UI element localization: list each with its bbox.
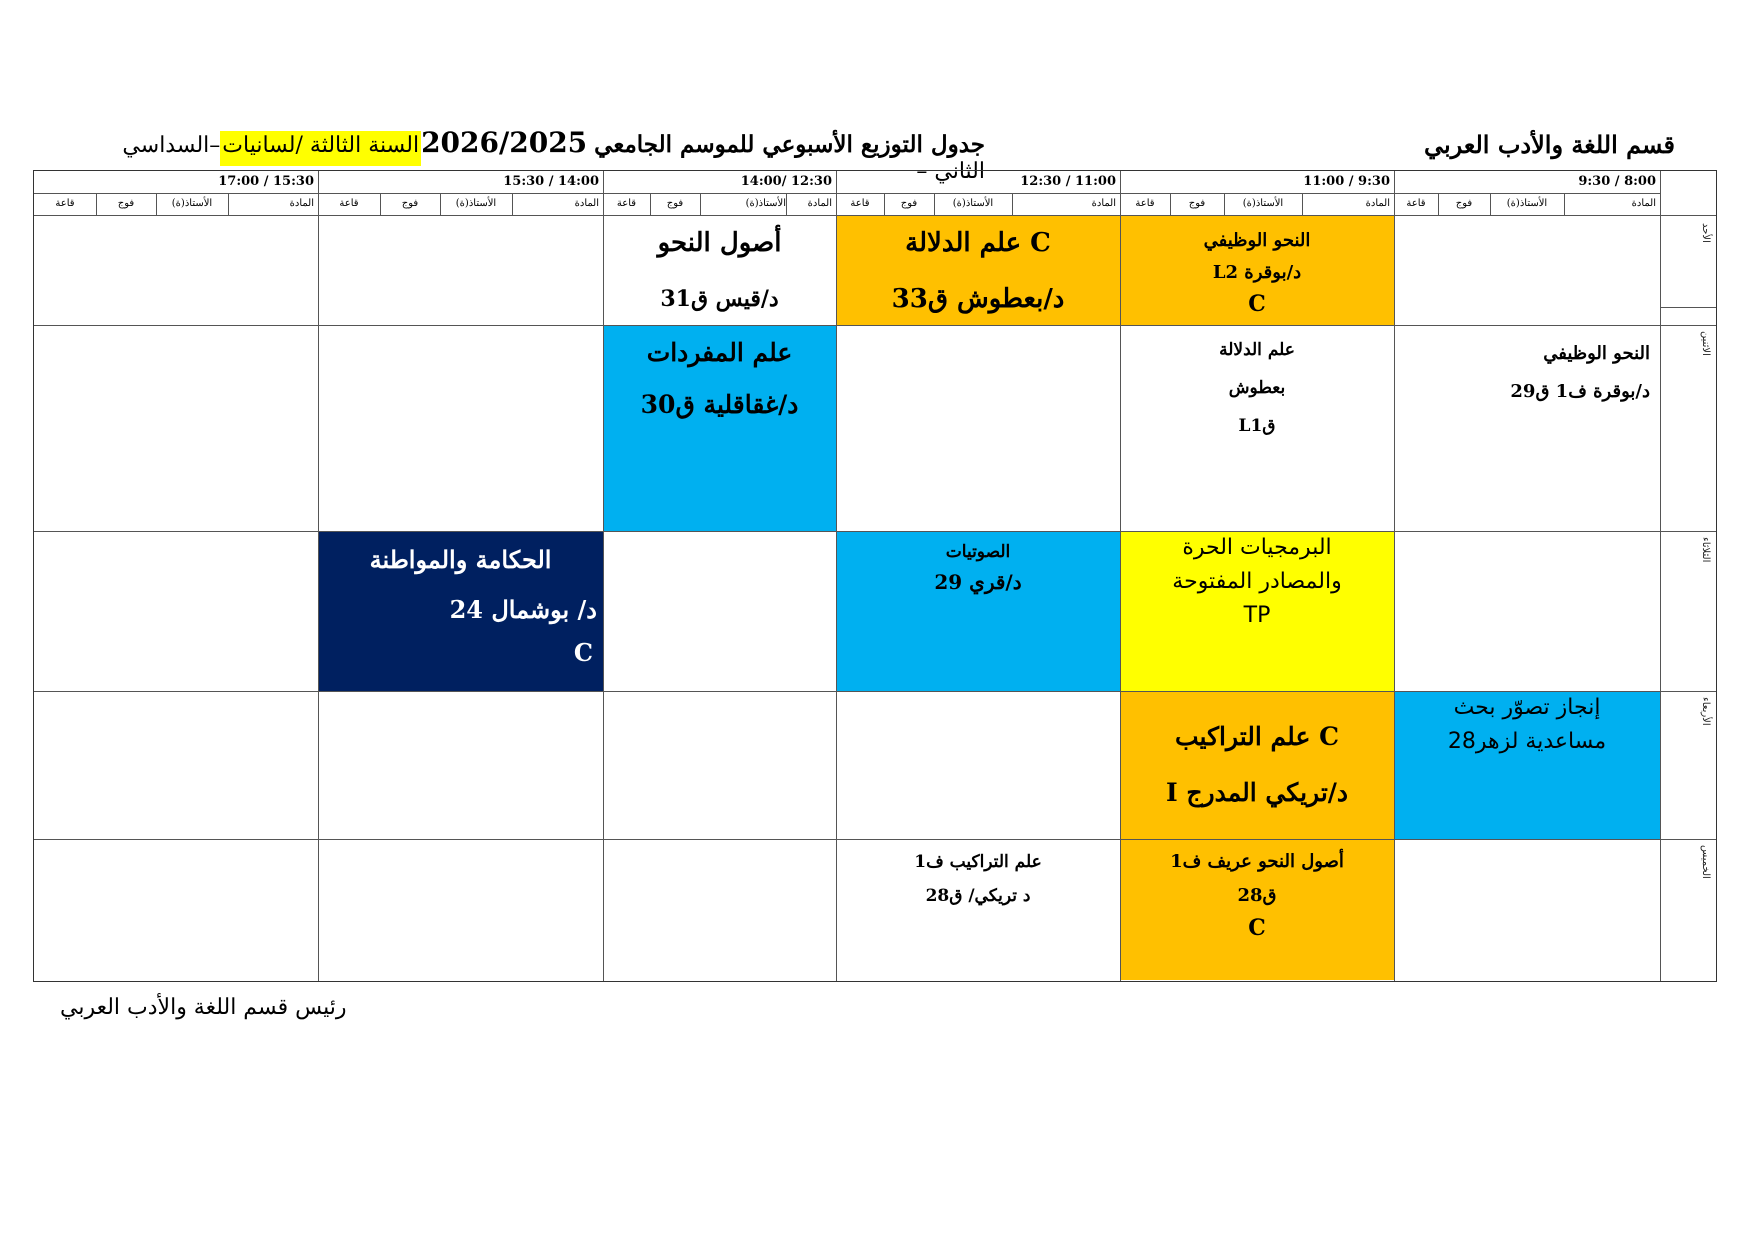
group: C (1248, 915, 1266, 941)
subhead-room: قاعة (55, 198, 75, 209)
time-slot-4: 14:00/ 12:30 (740, 174, 832, 189)
subject: الحكامة والمواطنة (369, 545, 552, 574)
subject: إنجاز تصوّر بحث (1453, 695, 1601, 720)
class-thu-1230 (836, 839, 1120, 980)
subject: C علم التراكيب (1175, 722, 1339, 751)
time-slot-6: 17:00 / 15:30 (218, 174, 314, 189)
room: قL1 (1238, 416, 1276, 436)
subhead-subject: المادة (574, 198, 599, 209)
teacher: د/بعطوش ق33 (891, 284, 1065, 314)
room: ق28 (1237, 885, 1277, 906)
teacher: د/بوقرة L2 (1212, 262, 1302, 283)
class-tue-1100 (1120, 531, 1394, 691)
department-title: قسم اللغة والأدب العربي (1423, 130, 1675, 159)
day-tuesday: الثلاثاء (1700, 537, 1711, 563)
day-monday: الاثنين (1700, 331, 1711, 356)
subhead-subject: المادة (807, 198, 832, 209)
subject-cont: والمصادر المفتوحة (1172, 569, 1342, 594)
schedule-table (33, 170, 1717, 982)
subject: علم المفردات (646, 338, 793, 367)
subhead-teacher: الأستاذ(ة) (1242, 198, 1284, 209)
time-slot-5: 15:30 / 14:00 (503, 174, 599, 189)
subhead-teacher: الأستاذ(ة) (455, 198, 497, 209)
class-wed-1100 (1120, 691, 1394, 839)
subject: النحو الوظيفي (1203, 230, 1311, 251)
subject: الصوتيات (945, 542, 1011, 562)
subhead-teacher: الأستاذ(ة) (171, 198, 213, 209)
subhead-teacher: الأستاذ(ة) (952, 198, 994, 209)
day-wednesday: الأربعاء (1700, 697, 1711, 726)
class-mon-0930 (1394, 325, 1660, 531)
subhead-subject: المادة (289, 198, 314, 209)
teacher: مساعدية لزهر28 (1447, 729, 1607, 754)
class-sun-1400 (603, 215, 836, 325)
subhead-group: فوج (666, 198, 684, 209)
class-tue-1530 (318, 531, 603, 691)
teacher: د/غقاقلية ق30 (640, 390, 799, 419)
group: C (573, 638, 593, 667)
class-sun-1100 (1120, 215, 1394, 325)
title-year: 2026/2025 (421, 126, 588, 159)
teacher: د/ بوشمال 24 (449, 595, 597, 624)
teacher: بعطوش (1228, 378, 1286, 398)
day-thursday: الخميس (1700, 845, 1711, 879)
subject: أصول النحو عريف ف1 (1170, 851, 1344, 872)
subject: أصول النحو (657, 228, 782, 258)
subhead-room: قاعة (339, 198, 359, 209)
subject: C علم الدلالة (905, 228, 1051, 258)
time-slot-2: 11:00 / 9:30 (1303, 174, 1390, 189)
title-text: جدول التوزيع الأسبوعي للموسم الجامعي (594, 131, 985, 158)
teacher: د/قيس ق31 (660, 286, 779, 312)
group: C (1248, 291, 1266, 317)
teacher: د/بوقرة ف1 ق29 (1510, 381, 1650, 402)
time-slot-3: 12:30 / 11:00 (1020, 174, 1116, 189)
subhead-group: فوج (900, 198, 918, 209)
subhead-group: فوج (1188, 198, 1206, 209)
subhead-teacher: الأستاذ(ة) (1506, 198, 1548, 209)
subhead-group: فوج (1455, 198, 1473, 209)
subhead-group: فوج (117, 198, 135, 209)
title-semester: –السداسي الثاني – (122, 133, 985, 184)
class-tue-1230 (836, 531, 1120, 691)
subject: علم الدلالة (1219, 340, 1295, 360)
subhead-subject: المادة (1631, 198, 1656, 209)
subject: النحو الوظيفي (1543, 343, 1650, 364)
subhead-subject: المادة (1365, 198, 1390, 209)
class-wed-0930 (1394, 691, 1660, 839)
subhead-group: فوج (401, 198, 419, 209)
class-mon-1400 (603, 325, 836, 531)
title-highlight: السنة الثالثة /لسانيات (220, 131, 421, 166)
class-thu-1100 (1120, 839, 1394, 980)
class-sun-1230 (836, 215, 1120, 325)
class-mon-1100 (1120, 325, 1394, 531)
department-head-signature: رئيس قسم اللغة والأدب العربي (60, 995, 347, 1020)
subhead-teacher: الأستاذ(ة) (745, 198, 786, 209)
teacher: د/تريكي المدرج I (1165, 778, 1349, 807)
subhead-room: قاعة (1135, 198, 1155, 209)
session-type: TP (1243, 603, 1271, 628)
subject: البرمجيات الحرة (1182, 535, 1332, 560)
teacher: د تريكي/ ق28 (925, 886, 1031, 906)
subject: علم التراكيب ف1 (914, 852, 1042, 872)
subhead-subject: المادة (1091, 198, 1116, 209)
teacher: د/قري 29 (934, 570, 1022, 594)
day-sunday: الأحد (1700, 223, 1711, 243)
time-slot-1: 9:30 / 8:00 (1578, 174, 1656, 189)
subhead-room: قاعة (850, 198, 870, 209)
subhead-room: قاعة (616, 198, 637, 209)
subhead-room: قاعة (1406, 198, 1426, 209)
